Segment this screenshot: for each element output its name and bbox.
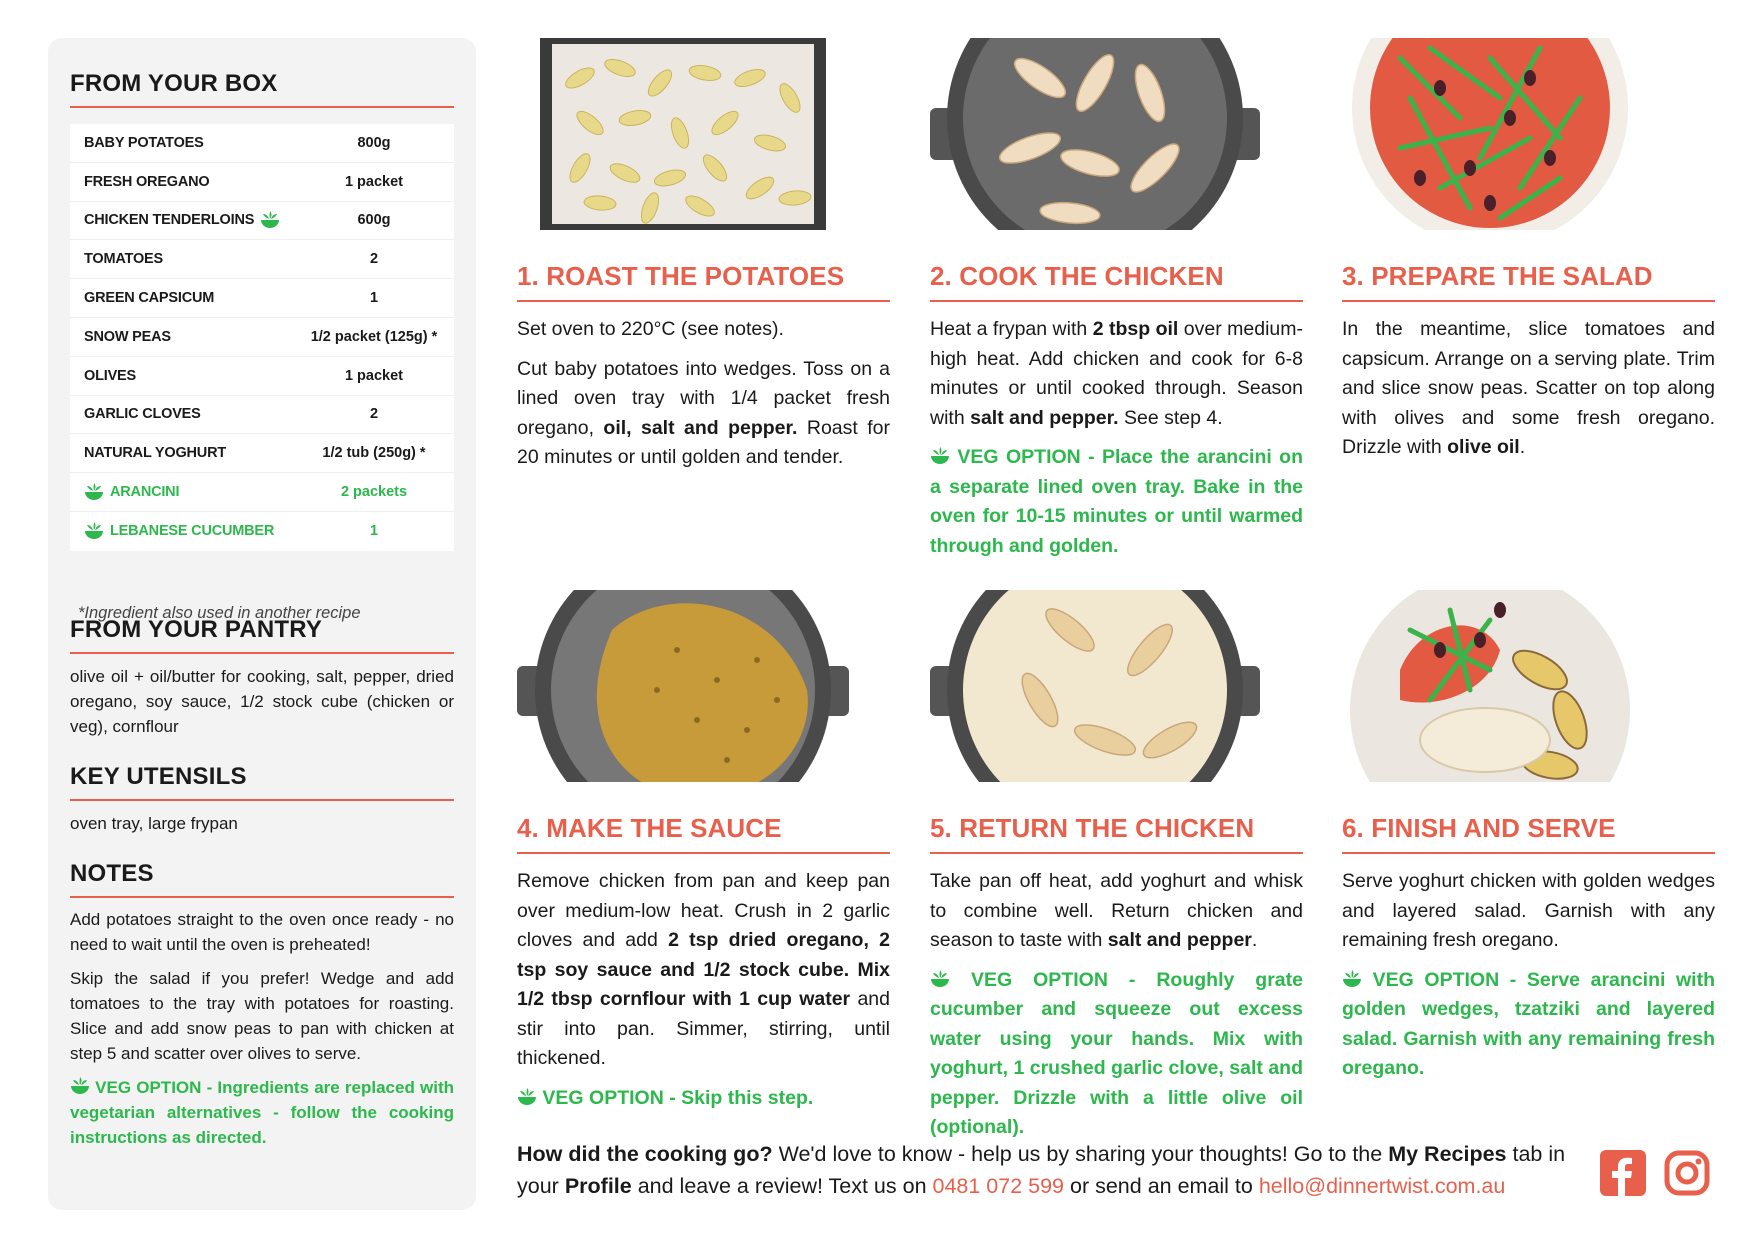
veg-bowl-icon xyxy=(1342,969,1362,989)
text: Roast for 20 minutes or until golden and tender. xyxy=(517,416,890,468)
photo-roast-potatoes xyxy=(540,38,826,230)
pantry-heading: FROM YOUR PANTRY xyxy=(70,616,454,654)
text-bold: 2 tsp dried oregano, 2 tsp soy sauce and 1/2 stock cube. Mix 1/2 tbsp cornflour with 1 cup water xyxy=(517,929,890,1010)
ingredient-row xyxy=(70,396,454,435)
notes-body xyxy=(70,907,454,1159)
text: Cut baby potatoes into wedges. Toss on a lined oven tray with 1/4 packet fresh oregano, xyxy=(517,357,890,439)
text: Heat a frypan with xyxy=(930,318,1093,340)
note-veg-text: VEG OPTION - Ingredients are replaced with vegetarian alternatives - follow the cooking instructions as directed. xyxy=(70,1078,454,1147)
ingredient-row xyxy=(70,279,454,318)
step-6-text xyxy=(1342,867,1715,1094)
text-bold: salt and pepper xyxy=(1107,929,1252,951)
ingredient-qty: 1/2 packet (125g) * xyxy=(310,328,438,345)
ingredient-row xyxy=(70,124,454,163)
text: or send an email to xyxy=(1064,1174,1259,1198)
step-5-text xyxy=(930,867,1303,1153)
veg-bowl-icon xyxy=(930,969,950,989)
step-4-veg xyxy=(517,1084,890,1114)
ingredient-qty: 2 xyxy=(369,251,379,268)
step-3-text xyxy=(1342,315,1715,473)
text: . xyxy=(1251,929,1258,951)
text: We'd love to know - help us by sharing your thoughts! Go to the xyxy=(772,1142,1389,1166)
photo-cook-chicken xyxy=(930,38,1260,230)
step-2-text xyxy=(930,315,1303,571)
step-2-p1 xyxy=(930,315,1303,433)
step-1-title: 1. ROAST THE POTATOES xyxy=(517,261,890,302)
ingredient-name: SNOW PEAS xyxy=(84,328,171,345)
step-3-p1 xyxy=(1342,315,1715,463)
veg-text: VEG OPTION - Roughly grate cucumber and squeeze out excess water using your hands. Mix with yoghurt, 1 crushed garlic clove, salt and pepper. Drizzle with a little olive oil (optional). xyxy=(930,968,1303,1138)
text: Take pan off heat, add yoghurt and whisk to combine well. Return chicken and season to taste with xyxy=(930,870,1303,951)
ingredient-name xyxy=(70,210,294,230)
step-5-p1 xyxy=(930,867,1303,956)
phone-link[interactable]: 0481 072 599 xyxy=(932,1174,1065,1198)
ingredient-name xyxy=(70,482,294,502)
text: and leave a review! Text us on xyxy=(631,1174,933,1198)
photo-make-sauce xyxy=(517,590,849,782)
ingredient-name: FRESH OREGANO xyxy=(84,173,210,190)
ingredient-qty: 1 packet xyxy=(344,367,404,384)
ingredient-row xyxy=(70,240,454,279)
veg-bowl-icon xyxy=(260,210,280,230)
ingredient-name-label: CHICKEN TENDERLOINS xyxy=(84,212,255,229)
ingredient-qty: 2 packets xyxy=(340,484,408,501)
text: Remove chicken from pan and keep pan over medium-low heat. Crush in 2 garlic cloves and add xyxy=(517,870,890,951)
text: tab in your xyxy=(517,1142,1566,1198)
note-veg xyxy=(70,1075,454,1150)
utensils-heading: KEY UTENSILS xyxy=(70,763,454,801)
text: over medium-high heat. Add chicken and cook for 6-8 minutes or until cooked through. Season with xyxy=(930,318,1303,429)
my-recipes-label: My Recipes xyxy=(1388,1142,1507,1166)
step-4-text xyxy=(517,867,890,1123)
feedback-question: How did the cooking go? xyxy=(517,1142,773,1166)
feedback-footer xyxy=(517,1138,1577,1202)
step-6-p1: Serve yoghurt chicken with golden wedges and layered salad. Garnish with any remaining fresh oregano. xyxy=(1342,870,1715,951)
step-2-title: 2. COOK THE CHICKEN xyxy=(930,261,1303,302)
step-4-p1 xyxy=(517,867,890,1074)
note-2: Skip the salad if you prefer! Wedge and add tomatoes to the tray with potatoes for roasting. Slice and add snow peas to pan with chicken at step 5 and scatter over olives to serve. xyxy=(70,969,454,1063)
veg-text: VEG OPTION - Place the arancini on a separate lined oven tray. Bake in the oven for 10-15 minutes or until warmed through and golden. xyxy=(930,446,1304,557)
text: In the meantime, slice tomatoes and capsicum. Arrange on a serving plate. Trim and slice snow peas. Scatter on top along with olives and some fresh oregano. Drizzle with xyxy=(1342,318,1715,458)
ingredient-qty: 800g xyxy=(357,134,391,151)
step-6-veg xyxy=(1342,966,1715,1084)
ingredient-qty: 1 xyxy=(369,290,379,307)
text: and stir into pan. Simmer, stirring, until thickened. xyxy=(517,988,890,1069)
ingredient-name: GREEN CAPSICUM xyxy=(84,290,215,307)
step-2-veg xyxy=(930,443,1303,561)
ingredient-row xyxy=(70,163,454,202)
veg-bowl-icon xyxy=(930,446,950,466)
ingredient-qty: 1 xyxy=(369,523,379,540)
ingredient-name: OLIVES xyxy=(84,367,136,384)
profile-label: Profile xyxy=(564,1174,632,1198)
veg-bowl-icon xyxy=(84,521,104,541)
text-bold: oil, salt and pepper. xyxy=(603,416,798,439)
ingredient-qty: 600g xyxy=(357,212,391,229)
text: . xyxy=(1519,436,1526,458)
text: See step 4. xyxy=(1118,406,1223,429)
photo-finish-serve xyxy=(1340,590,1640,782)
box-heading: FROM YOUR BOX xyxy=(70,70,454,108)
ingredient-row xyxy=(70,357,454,396)
step-5-veg xyxy=(930,966,1303,1143)
instagram-icon[interactable] xyxy=(1664,1150,1710,1196)
ingredient-qty: 1 packet xyxy=(344,173,404,190)
step-5-title: 5. RETURN THE CHICKEN xyxy=(930,813,1303,854)
footnote: *Ingredient also used in another recipe xyxy=(78,604,361,622)
ingredient-name: NATURAL YOGHURT xyxy=(84,445,227,462)
text-bold: 2 tbsp oil xyxy=(1092,318,1179,340)
step-1-text xyxy=(517,315,890,483)
utensils-text: oven tray, large frypan xyxy=(70,814,238,833)
veg-bowl-icon xyxy=(84,482,104,502)
text-bold: olive oil xyxy=(1447,436,1520,458)
ingredient-row xyxy=(70,434,454,473)
step-6-title: 6. FINISH AND SERVE xyxy=(1342,813,1715,854)
ingredient-name xyxy=(70,521,294,541)
step-1-p2 xyxy=(517,355,890,473)
ingredient-name: TOMATOES xyxy=(84,251,163,268)
ingredient-name: GARLIC CLOVES xyxy=(84,406,201,423)
step-4-title: 4. MAKE THE SAUCE xyxy=(517,813,890,854)
text-bold: salt and pepper. xyxy=(970,406,1119,429)
ingredient-row-veg xyxy=(70,473,454,512)
photo-return-chicken xyxy=(930,590,1260,782)
veg-bowl-icon xyxy=(517,1087,537,1107)
notes-heading: NOTES xyxy=(70,860,454,898)
ingredient-name-label: ARANCINI xyxy=(110,484,180,501)
ingredient-name-label: LEBANESE CUCUMBER xyxy=(110,523,275,540)
ingredient-qty: 2 xyxy=(369,406,379,423)
ingredient-row xyxy=(70,202,454,241)
veg-bowl-icon xyxy=(70,1076,90,1096)
ingredients-table xyxy=(70,124,454,551)
pantry-text: olive oil + oil/butter for cooking, salt, pepper, dried oregano, soy sauce, 1/2 stock cube (chicken or veg), cornflour xyxy=(70,667,454,736)
ingredients-sidebar xyxy=(48,38,476,1210)
veg-text: VEG OPTION - Serve arancini with golden wedges, tzatziki and layered salad. Garnish with any remaining fresh oregano. xyxy=(1342,968,1716,1079)
veg-text: VEG OPTION - Skip this step. xyxy=(542,1086,814,1109)
step-1-p1: Set oven to 220°C (see notes). xyxy=(517,318,784,340)
step-3-title: 3. PREPARE THE SALAD xyxy=(1342,261,1715,302)
ingredient-row xyxy=(70,318,454,357)
ingredient-row-veg xyxy=(70,512,454,551)
ingredient-name: BABY POTATOES xyxy=(84,134,204,151)
email-link[interactable]: hello@dinnertwist.com.au xyxy=(1258,1174,1506,1198)
photo-prepare-salad xyxy=(1340,38,1640,230)
facebook-icon[interactable] xyxy=(1600,1150,1646,1196)
ingredient-qty: 1/2 tub (250g) * xyxy=(322,445,426,462)
note-1: Add potatoes straight to the oven once ready - no need to wait until the oven is preheated! xyxy=(70,910,454,954)
